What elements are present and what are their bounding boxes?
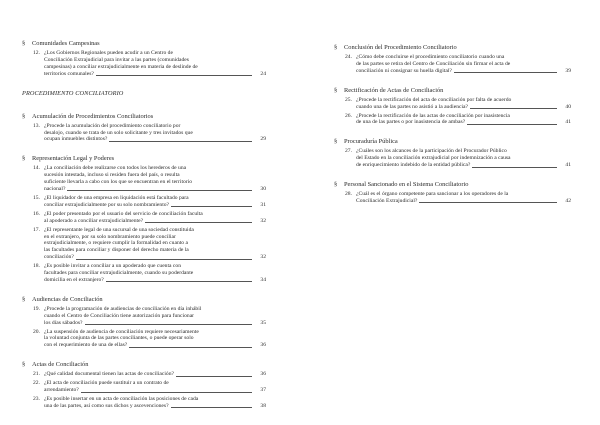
section-heading bbox=[22, 296, 266, 304]
dot-leader bbox=[454, 72, 557, 73]
entry-line: de una de las partes o por inasistencia de ambas? bbox=[356, 119, 466, 126]
dot-leader bbox=[419, 202, 557, 203]
dot-leader bbox=[85, 324, 252, 325]
entry-line: de enriquecimiento indebido de la entidad pública? bbox=[356, 162, 471, 169]
section-heading bbox=[334, 181, 571, 189]
toc-entry bbox=[22, 329, 266, 350]
toc-left-column bbox=[22, 40, 266, 422]
page-number: 37 bbox=[260, 387, 266, 394]
entry-line: ¿Procede la programación de audiencias de conciliación en día inhábil bbox=[44, 305, 202, 312]
entry-text bbox=[44, 50, 266, 78]
toc-right-column bbox=[334, 44, 571, 217]
toc-entry bbox=[22, 371, 266, 378]
section-mark: § bbox=[334, 86, 338, 94]
entry-last-line bbox=[44, 186, 266, 193]
toc-entry bbox=[334, 54, 571, 75]
entry-number: 23. bbox=[33, 396, 40, 402]
toc-entry bbox=[22, 123, 266, 144]
entry-line: los días sábados? bbox=[44, 319, 83, 326]
entry-number: 24. bbox=[345, 54, 352, 60]
dot-leader bbox=[171, 407, 252, 408]
entry-text bbox=[44, 195, 266, 209]
entry-line: desalojo, cuando se trata de un solo solicitante y tres invitados que bbox=[44, 129, 193, 136]
entry-line: ¿Es posible insertar en un acta de conciliación las posiciones de cada bbox=[44, 396, 199, 402]
section-title: Rectificación de Actas de Conciliación bbox=[344, 86, 444, 94]
page-number: 36 bbox=[260, 371, 266, 378]
section-title: Actas de Conciliación bbox=[32, 361, 89, 369]
toc-section bbox=[22, 155, 266, 284]
entry-number: 20. bbox=[33, 328, 40, 335]
page-number: 32 bbox=[260, 217, 266, 224]
entry-line: ocupan inmuebles distintos? bbox=[44, 136, 108, 143]
entry-last-line bbox=[44, 218, 266, 225]
page-number: 35 bbox=[260, 319, 266, 326]
section-heading bbox=[22, 361, 266, 369]
entry-line: cuando una de las partes no asistió a la audiencia? bbox=[356, 103, 468, 110]
entry-line: ¿Cómo debe concluirse el procedimiento conciliatorio cuando una bbox=[356, 54, 505, 60]
entry-line: en el extranjero, por su solo nombramiento puede conciliar bbox=[44, 233, 176, 240]
entry-line: cuando el Centro de Conciliación tiene autorización para funcionar bbox=[44, 312, 195, 319]
entry-number: 19. bbox=[33, 305, 40, 312]
toc-entry bbox=[22, 211, 266, 225]
entry-line: conciliación ni consignar su huella digital? bbox=[356, 67, 452, 74]
toc-section bbox=[22, 113, 266, 144]
page-number: 39 bbox=[565, 67, 571, 74]
entry-text bbox=[44, 263, 266, 284]
entry-last-line bbox=[356, 68, 571, 75]
toc-section bbox=[334, 44, 571, 75]
page-number: 38 bbox=[260, 402, 266, 409]
entry-last-line bbox=[44, 387, 266, 394]
entry-line: extrajudicialmente, o requiere cumplir la formalidad en cuanto a bbox=[44, 240, 188, 247]
section-title: Comunidades Campesinas bbox=[32, 40, 100, 47]
section-title: Acumulación de Procedimientos Conciliatorios bbox=[32, 112, 154, 120]
section-title: Conclusión del Procedimiento Conciliatorio bbox=[344, 44, 457, 51]
toc-entry bbox=[334, 113, 571, 127]
entry-line: ¿Es posible invitar a conciliar a un apoderado que cuenta con bbox=[44, 263, 181, 270]
page-number: 24 bbox=[260, 70, 266, 77]
toc-entry bbox=[334, 97, 571, 111]
section-title: Audiencias de Conciliación bbox=[32, 295, 103, 303]
entry-text bbox=[44, 211, 266, 225]
page-number: 30 bbox=[260, 186, 266, 193]
page-number: 40 bbox=[565, 103, 571, 110]
entry-text bbox=[44, 380, 266, 394]
section-mark: § bbox=[22, 155, 26, 163]
section-mark: § bbox=[22, 361, 26, 369]
entry-line: de las partes se retira del Centro de Conciliación sin firmar el acta de bbox=[356, 60, 511, 67]
entry-line: territorios comunales? bbox=[44, 70, 94, 77]
entry-line: la voluntad conjunta de las partes conciliantes, o puede operar solo bbox=[44, 335, 194, 342]
entry-number: 16. bbox=[33, 210, 40, 217]
entry-number: 22. bbox=[33, 380, 40, 387]
toc-section bbox=[22, 296, 266, 349]
entry-line: ¿Procede la rectificación de las actas de conciliación por inasistencia bbox=[356, 112, 510, 119]
entry-last-line bbox=[356, 162, 571, 169]
entry-text bbox=[44, 329, 266, 350]
entry-last-line bbox=[44, 277, 266, 284]
toc-entry bbox=[22, 195, 266, 209]
entry-number: 14. bbox=[33, 165, 40, 172]
section-heading bbox=[22, 113, 266, 121]
entry-text bbox=[44, 227, 266, 262]
toc-section bbox=[334, 138, 571, 169]
dot-leader bbox=[96, 75, 252, 76]
toc-entry bbox=[22, 227, 266, 262]
entry-line: del Estado en la conciliación extrajudicial por indemnización a causa bbox=[356, 155, 511, 162]
entry-line: ¿Cuáles son los alcances de la participación del Procurador Público bbox=[356, 148, 507, 155]
entry-number: 17. bbox=[33, 226, 40, 233]
entry-last-line bbox=[44, 342, 266, 349]
entry-line: ¿El poder presentado por el usuario del servicio de conciliación faculta bbox=[44, 210, 203, 217]
toc-section bbox=[334, 87, 571, 127]
entry-line: campesinas) a conciliar extrajudicialmente en materia de deslinde de bbox=[44, 63, 198, 70]
toc-entry bbox=[22, 380, 266, 394]
toc-entry bbox=[334, 148, 571, 169]
entry-line: nacional? bbox=[44, 186, 66, 193]
entry-last-line bbox=[356, 119, 571, 126]
entry-line: con el requerimiento de una de ellas? bbox=[44, 342, 128, 349]
entry-line: Conciliación Extrajudicial? bbox=[356, 197, 418, 204]
entry-line: al apoderado a conciliar extrajudicialmente? bbox=[44, 217, 144, 224]
toc-section bbox=[334, 181, 571, 205]
entry-text bbox=[44, 123, 266, 144]
page-number: 29 bbox=[260, 136, 266, 143]
dot-leader bbox=[470, 108, 557, 109]
page-number: 41 bbox=[565, 162, 571, 169]
dot-leader bbox=[171, 206, 252, 207]
entry-text bbox=[44, 396, 266, 410]
entry-line: ¿Qué calidad documental tienen las actas de conciliación? bbox=[44, 371, 174, 378]
entry-last-line bbox=[44, 71, 266, 78]
toc-section bbox=[22, 40, 266, 78]
section-mark: § bbox=[22, 295, 26, 303]
entry-text bbox=[356, 148, 571, 169]
entry-text bbox=[44, 306, 266, 327]
dot-leader bbox=[67, 190, 252, 191]
toc-entry bbox=[22, 50, 266, 78]
toc-entry bbox=[22, 306, 266, 327]
dot-leader bbox=[76, 259, 252, 260]
entry-last-line bbox=[44, 136, 266, 143]
dot-leader bbox=[145, 222, 252, 223]
dot-leader bbox=[472, 167, 557, 168]
entry-text bbox=[356, 54, 571, 75]
entry-line: ¿El representante legal de una sucursal de una sociedad constituida bbox=[44, 226, 194, 233]
entry-number: 21. bbox=[33, 371, 40, 378]
page-number: 31 bbox=[260, 201, 266, 208]
dot-leader bbox=[81, 392, 252, 393]
entry-line: domicilia en el extranjero? bbox=[44, 276, 104, 283]
section-mark: § bbox=[334, 44, 338, 51]
entry-last-line bbox=[356, 198, 571, 205]
page-number: 42 bbox=[565, 197, 571, 204]
entry-line: ¿Cuál es el órgano competente para sancionar a los operadores de la bbox=[356, 191, 509, 198]
entry-line: arrendamiento? bbox=[44, 387, 79, 394]
entry-line: conciliar extrajudicialmente por su solo nombramiento? bbox=[44, 201, 170, 208]
entry-line: ¿Los Gobiernos Regionales pueden acudir a un Centro de bbox=[44, 50, 173, 56]
entry-number: 26. bbox=[345, 112, 352, 119]
section-heading bbox=[334, 44, 571, 52]
section-title: Representación Legal y Poderes bbox=[32, 155, 115, 163]
section-heading bbox=[334, 87, 571, 95]
section-mark: § bbox=[22, 112, 26, 120]
entry-last-line bbox=[44, 403, 266, 410]
entry-text bbox=[44, 371, 266, 378]
chapter-title: PROCEDIMIENTO CONCILIATORIO bbox=[22, 89, 124, 97]
toc-entry bbox=[334, 191, 571, 205]
entry-line: ¿El liquidador de una empresa en liquidación está facultado para bbox=[44, 194, 189, 201]
toc-entry bbox=[22, 263, 266, 284]
toc-section bbox=[22, 361, 266, 410]
entry-line: ¿Procede la acumulación del procedimiento conciliatorio por bbox=[44, 122, 181, 129]
entry-line: sucesión intestada, incluso si residen fuera del país, o resulta bbox=[44, 172, 180, 179]
section-mark: § bbox=[334, 181, 338, 189]
entry-line: conciliación? bbox=[44, 254, 74, 261]
section-heading bbox=[334, 138, 571, 146]
entry-number: 25. bbox=[345, 96, 352, 103]
section-heading bbox=[22, 155, 266, 163]
dot-leader bbox=[176, 376, 252, 377]
dot-leader bbox=[129, 347, 252, 348]
entry-line: ¿Procede la rectificación del acta de conciliación por falta de acuerdo bbox=[356, 96, 512, 103]
section-title: Personal Sancionado en el Sistema Conciliatorio bbox=[344, 181, 469, 189]
page-number: 32 bbox=[260, 254, 266, 261]
entry-number: 13. bbox=[33, 122, 40, 129]
page-number: 41 bbox=[565, 119, 571, 126]
page-number: 34 bbox=[260, 276, 266, 283]
dot-leader bbox=[467, 124, 557, 125]
entry-line: facultades para conciliar extrajudicialmente, cuando su poderdante bbox=[44, 270, 194, 277]
entry-number: 15. bbox=[33, 194, 40, 201]
entry-number: 12. bbox=[33, 50, 40, 56]
entry-last-line bbox=[356, 104, 571, 111]
entry-line: ¿El acta de conciliación puede sustituir a un contrato de bbox=[44, 380, 169, 387]
entry-line: una de las partes, así como sus dichos y ascevenciones? bbox=[44, 402, 169, 409]
entry-line: ¿La suspensión de audiencia de conciliación requiere necesariamente bbox=[44, 328, 199, 335]
toc-entry bbox=[22, 396, 266, 410]
dot-leader bbox=[109, 141, 252, 142]
toc-entry bbox=[22, 165, 266, 193]
entry-number: 18. bbox=[33, 263, 40, 270]
entry-line: las facultades para conciliar y disponer del derecho materia de la bbox=[44, 247, 189, 254]
section-mark: § bbox=[22, 40, 26, 47]
entry-number: 27. bbox=[345, 148, 352, 155]
entry-last-line bbox=[44, 254, 266, 261]
entry-line: suficiente llevarla a cabo con los que se encuentran en el territorio bbox=[44, 179, 193, 186]
entry-number: 28. bbox=[345, 191, 352, 198]
entry-text bbox=[44, 165, 266, 193]
section-heading bbox=[22, 40, 266, 48]
entry-text bbox=[356, 97, 571, 111]
page-number: 36 bbox=[260, 342, 266, 349]
dot-leader bbox=[106, 281, 252, 282]
entry-last-line bbox=[44, 202, 266, 209]
entry-last-line bbox=[44, 371, 266, 378]
entry-text bbox=[356, 191, 571, 205]
entry-text bbox=[356, 113, 571, 127]
section-title: Procuraduría Pública bbox=[344, 138, 398, 146]
section-mark: § bbox=[334, 138, 338, 146]
entry-last-line bbox=[44, 320, 266, 327]
entry-line: ¿La conciliación debe realizarse con todos los herederos de una bbox=[44, 165, 187, 172]
entry-line: Conciliación Extrajudicial para invitar a las partes (comunidades bbox=[44, 56, 189, 63]
